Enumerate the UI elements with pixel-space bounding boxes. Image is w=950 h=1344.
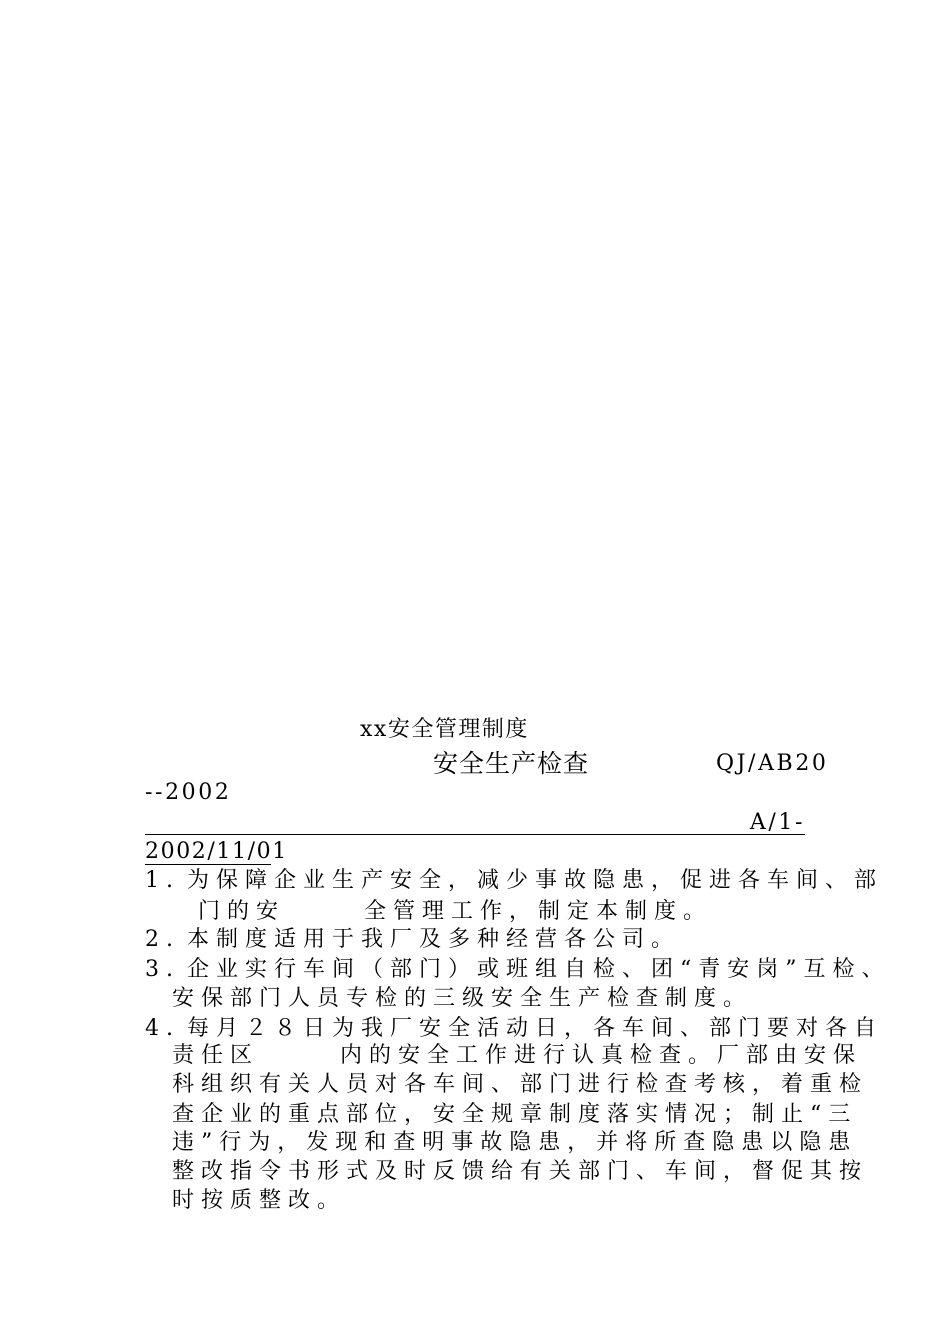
list-item-2-number: 2. (145, 927, 180, 952)
list-item-2-text-1: 本制度适用于我厂及多种经营各公司。 (187, 927, 681, 952)
page-title: 安全生产检查 (433, 749, 590, 778)
list-item-1-text-2: 门的安 (198, 899, 286, 924)
list-item-2-line-1 (145, 927, 680, 953)
list-item-1-line-3 (364, 899, 712, 925)
list-item-4-line-3 (340, 1043, 862, 1069)
list-item-1-number: 1. (145, 868, 180, 893)
document-date: 2002/11/01 (145, 839, 288, 864)
list-item-4-text-3: 内的安全工作进行认真检查。厂部由安保 (340, 1043, 863, 1068)
list-item-4-text-8: 时按质整改。 (172, 1188, 347, 1213)
list-item-4-line-8 (172, 1188, 346, 1214)
document-code-continued: --2002 (145, 780, 232, 805)
list-item-1-text-3: 全管理工作，制定本制度。 (364, 899, 713, 924)
list-item-4-text-4: 科组织有关人员对各车间、部门进行检查考核，着重检 (172, 1072, 869, 1097)
list-item-1-line-2 (198, 899, 285, 925)
list-item-3-line-1 (145, 957, 891, 983)
list-item-3-text-2: 安保部门人员专检的三级安全生产检查制度。 (172, 986, 753, 1011)
list-item-1-text-1: 为保障企业生产安全，减少事故隐患，促进各车间、部 (187, 868, 884, 893)
list-item-4-line-4 (172, 1072, 868, 1098)
list-item-4-number: 4. (145, 1016, 180, 1041)
header-divider (145, 834, 805, 835)
list-item-4-line-2 (172, 1043, 259, 1069)
document-code: QJ/AB20 (716, 751, 829, 776)
date-underline (145, 864, 271, 865)
list-item-4-line-6 (172, 1130, 857, 1156)
list-item-4-line-5 (172, 1102, 857, 1128)
list-item-4-text-1: 每月２８日为我厂安全活动日，各车间、部门要对各自 (187, 1016, 884, 1041)
list-item-4-text-2: 责任区 (172, 1043, 260, 1068)
document-heading: xx安全管理制度 (360, 717, 529, 742)
list-item-3-line-2 (172, 986, 752, 1012)
list-item-3-text-1: 企业实行车间（部门）或班组自检、团“青安岗”互检、 (187, 957, 891, 982)
list-item-4-text-6: 违”行为，发现和查明事故隐患，并将所查隐患以隐患 (172, 1130, 858, 1155)
document-version: A/1- (749, 810, 805, 835)
list-item-4-text-7: 整改指令书形式及时反馈给有关部门、车间，督促其按 (172, 1159, 869, 1184)
list-item-4-line-1 (145, 1016, 883, 1042)
list-item-4-line-7 (172, 1159, 868, 1185)
list-item-3-number: 3. (145, 957, 180, 982)
list-item-4-text-5: 查企业的重点部位，安全规章制度落实情况；制止“三 (172, 1102, 858, 1127)
list-item-1-line-1 (145, 868, 883, 894)
